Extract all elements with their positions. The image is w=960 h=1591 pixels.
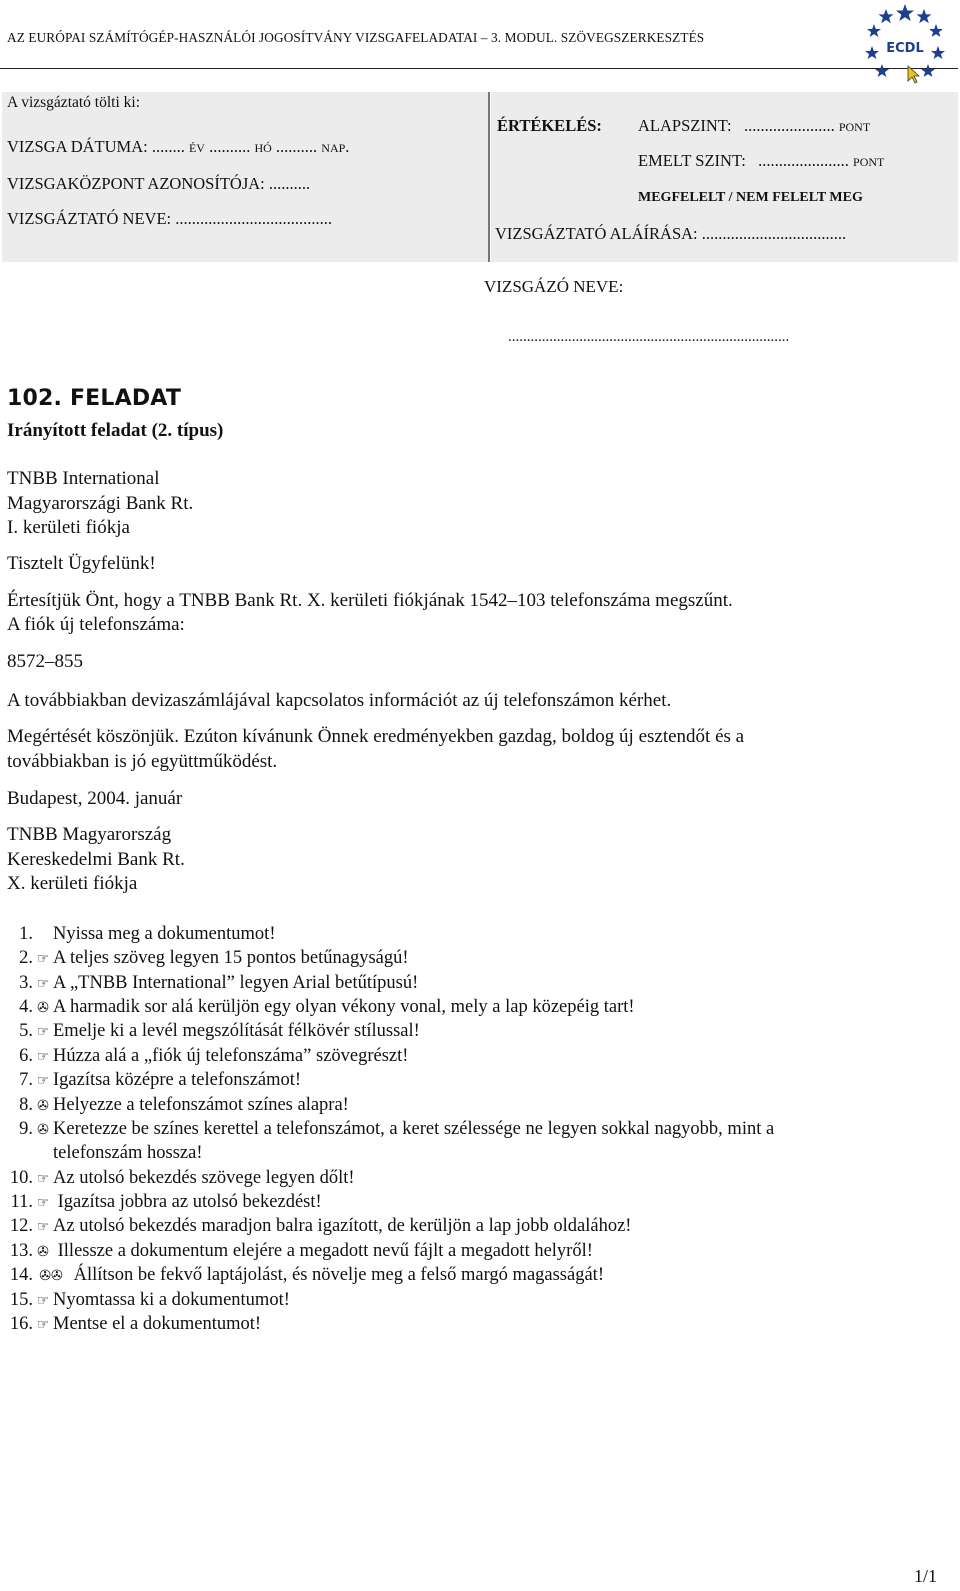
advanced-level-field: EMELT SZINT: ...................... pont (638, 151, 885, 170)
pointing-hand-icon: ☞ (36, 951, 50, 967)
instruction-item: 3. ☞ A „TNBB International” legyen Arial betűtípusú! (19, 973, 419, 993)
ecdl-logo (864, 2, 946, 84)
instruction-item: 7. ☞ Igazítsa középre a telefonszámot! (19, 1070, 302, 1090)
result-field: MEGFELELT / NEM FELELT MEG (638, 190, 863, 205)
letter-greeting: Tisztelt Ügyfelünk! (7, 553, 156, 574)
sender-line-1: TNBB International (7, 468, 160, 489)
cursor-icon (908, 66, 919, 83)
letter-paragraph-3b: továbbiakban is jó együttműködést. (7, 751, 278, 772)
instruction-item: 13. ✇ Illessze a dokumentum elejére a megadott nevű fájlt a megadott helyről! (9, 1241, 593, 1261)
evaluation-label: ÉRTÉKELÉS: (497, 116, 602, 135)
pointing-hand-icon: ☞ (36, 1073, 50, 1089)
signature-line-3: X. kerületi fiókja (7, 873, 138, 894)
instruction-item: 2. ☞ A teljes szöveg legyen 15 pontos betűnagyságú! (19, 948, 409, 968)
pointing-hand-icon: ☞ (36, 1195, 50, 1211)
task-subtitle: Irányított feladat (2. típus) (7, 420, 224, 441)
tape-icon: ✇ (37, 1098, 49, 1114)
instruction-item: 5. ☞ Emelje ki a levél megszólítását félkövér stílussal! (19, 1021, 420, 1041)
pointing-hand-icon: ☞ (36, 1317, 50, 1333)
pointing-hand-icon: ☞ (36, 976, 50, 992)
sender-line-2: Magyarországi Bank Rt. (7, 493, 194, 514)
letter-phone-number: 8572–855 (7, 651, 83, 672)
tape-icon: ✇✇ (39, 1268, 63, 1284)
letter-date: Budapest, 2004. január (7, 788, 183, 809)
pointing-hand-icon: ☞ (36, 1219, 50, 1235)
exam-date-field: VIZSGA DÁTUMA: ........ év .......... hó .......... nap. (7, 137, 350, 156)
letter-paragraph-2: A továbbiakban devizaszámlájával kapcsolatos információt az új telefonszámon kérhet. (7, 690, 672, 711)
header-rule (0, 68, 958, 69)
instruction-item: 4. ✇ A harmadik sor alá kerüljön egy olyan vékony vonal, mely a lap közepéig tart! (19, 997, 635, 1017)
sender-line-3: I. kerületi fiókja (7, 517, 130, 538)
tape-icon: ✇ (37, 1122, 49, 1138)
signature-line-2: Kereskedelmi Bank Rt. (7, 849, 185, 870)
logo-text: ECDL (886, 41, 924, 56)
task-title: 102. FELADAT (7, 386, 182, 411)
instruction-item: 6. ☞ Húzza alá a „fiók új telefonszáma” szövegrészt! (19, 1046, 409, 1066)
candidate-name-dots: ........................................................................... (508, 329, 790, 345)
box-separator (488, 92, 490, 262)
instruction-item: 15. ☞ Nyomtassa ki a dokumentumot! (9, 1290, 290, 1310)
examiner-heading: A vizsgáztató tölti ki: (7, 94, 141, 111)
candidate-name-label: VIZSGÁZÓ NEVE: (484, 277, 624, 296)
instruction-item: 8. ✇ Helyezze a telefonszámot színes alapra! (19, 1095, 349, 1115)
instruction-item: 16. ☞ Mentse el a dokumentumot! (9, 1314, 262, 1334)
document-header-title: AZ EURÓPAI SZÁMÍTÓGÉP-HASZNÁLÓI JOGOSÍTVÁNY VIZSGAFELADATAI – 3. MODUL. SZÖVEGSZERKESZTÉS (7, 30, 705, 45)
instruction-item: 9. ✇ Keretezze be színes kerettel a telefonszámot, a keret szélessége ne legyen sokkal nagyobb, mint a (19, 1119, 775, 1139)
exam-center-id-field: VIZSGAKÖZPONT AZONOSÍTÓJA: .......... (7, 174, 311, 193)
pointing-hand-icon: ☞ (36, 1049, 50, 1065)
instruction-item-continuation: telefonszám hossza! (53, 1143, 203, 1163)
instruction-item: 12. ☞ Az utolsó bekezdés maradjon balra igazított, de kerüljön a lap jobb oldalához! (9, 1216, 632, 1236)
signature-line-1: TNBB Magyarország (7, 824, 172, 845)
examiner-signature-field: VIZSGÁZTATÓ ALÁÍRÁSA: ................................... (495, 224, 847, 243)
page-number: 1/1 (914, 1566, 938, 1586)
pointing-hand-icon: ☞ (36, 1024, 50, 1040)
pointing-hand-icon: ☞ (36, 1171, 50, 1187)
tape-icon: ✇ (37, 1000, 49, 1016)
examiner-name-field: VIZSGÁZTATÓ NEVE: ...................................... (7, 209, 332, 228)
pointing-hand-icon: ☞ (36, 1293, 50, 1309)
instruction-item: 1. Nyissa meg a dokumentumot! (19, 924, 276, 944)
instruction-item: 11. ☞ Igazítsa jobbra az utolsó bekezdést! (10, 1192, 322, 1212)
letter-paragraph-1a: Értesítjük Önt, hogy a TNBB Bank Rt. X. kerületi fiókjának 1542–103 telefonszáma megszűnt. (7, 590, 733, 611)
letter-paragraph-3a: Megértését köszönjük. Ezúton kívánunk Önnek eredményekben gazdag, boldog új esztendőt és a (7, 726, 745, 747)
tape-icon: ✇ (37, 1244, 49, 1260)
instruction-item: 10. ☞ Az utolsó bekezdés szövege legyen dőlt! (9, 1168, 355, 1188)
instruction-item: 14. ✇✇ Állítson be fekvő laptájolást, és növelje meg a felső margó magasságát! (9, 1265, 604, 1285)
basic-level-field: ALAPSZINT: ...................... pont (638, 116, 871, 135)
letter-paragraph-1b: A fiók új telefonszáma: (7, 614, 185, 635)
